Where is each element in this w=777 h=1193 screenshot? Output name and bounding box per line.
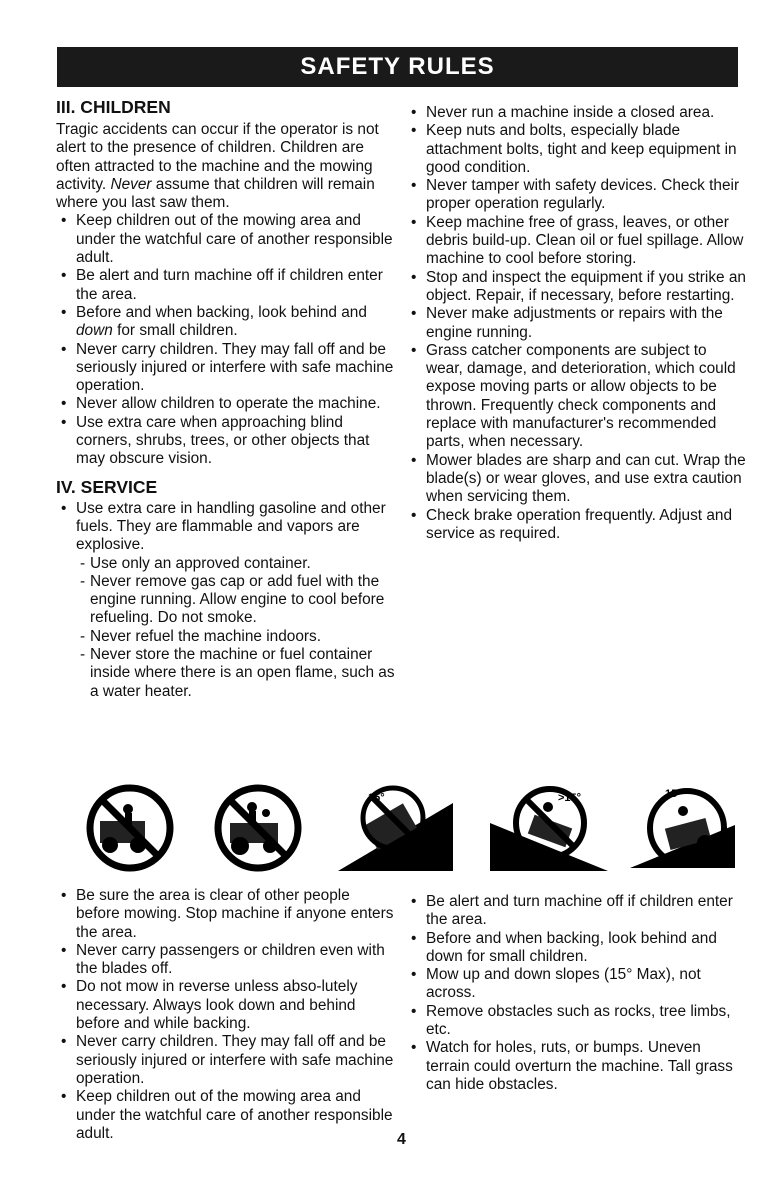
list-item bbox=[56, 500, 396, 701]
list-item: • Never tamper with safety devices. Check their proper operation regularly. bbox=[406, 177, 746, 214]
no-mowing-across-slope-icon bbox=[338, 783, 458, 873]
list-item: • Keep children out of the mowing area and under the watchful care of another responsible adult. bbox=[56, 1088, 396, 1143]
slope-angle-label: >15° bbox=[558, 792, 582, 804]
list-item: • Never make adjustments or repairs with the engine running. bbox=[406, 305, 746, 342]
list-item: • Never carry children. They may fall off and be seriously injured or interfere with safe machine operation. bbox=[56, 1033, 396, 1088]
intro-text-end: assume that children will remain where you last saw them. bbox=[56, 175, 375, 212]
list-item-text-end: for small children. bbox=[117, 322, 238, 340]
safety-icons-row bbox=[80, 783, 740, 873]
list-item-text: Use extra care in handling gasoline and other fuels. They are flammable and vapors are explosive. bbox=[76, 499, 386, 554]
list-item: • Keep machine free of grass, leaves, or other debris build-up. Clean oil or fuel spillage. Allow machine to cool before storing. bbox=[406, 214, 746, 269]
children-bullet-list bbox=[56, 212, 396, 468]
list-item: • Remove obstacles such as rocks, tree limbs, etc. bbox=[406, 1003, 746, 1040]
list-item: • Use extra care when approaching blind corners, shrubs, trees, or other objects that may obscure vision. bbox=[56, 414, 396, 469]
list-item: • Never carry passengers or children even with the blades off. bbox=[56, 942, 396, 979]
intro-emphasis: Never bbox=[110, 175, 152, 193]
list-item: • Never allow children to operate the machine. bbox=[56, 395, 396, 413]
service-bullet-list bbox=[56, 500, 396, 701]
bottom-right-list bbox=[406, 893, 746, 1094]
fuel-sub-list bbox=[80, 555, 396, 701]
list-item: • Do not mow in reverse unless abso-lutely necessary. Always look down and behind before and while backing. bbox=[56, 978, 396, 1033]
list-item: • Never carry children. They may fall off and be seriously injured or interfere with safe machine operation. bbox=[56, 341, 396, 396]
bottom-right-column bbox=[406, 893, 746, 1094]
slope-angle-label: 15° bbox=[368, 792, 385, 804]
children-heading: III. CHILDREN bbox=[56, 97, 171, 117]
bottom-left-column bbox=[56, 887, 396, 1143]
intro-text: Tragic accidents can occur if the operator is not alert to the presence of children. Children are often attracted to the machine and the mowing activity. bbox=[56, 121, 379, 193]
children-intro bbox=[56, 121, 396, 212]
sub-list-item: - Use only an approved container. bbox=[80, 555, 396, 573]
page-banner: SAFETY RULES bbox=[57, 47, 738, 87]
sub-list-item: - Never remove gas cap or add fuel with the engine running. Allow engine to cool before refueling. Do not smoke. bbox=[80, 573, 396, 628]
list-item bbox=[56, 304, 396, 341]
no-children-near-mower-icon bbox=[80, 783, 180, 873]
list-item: • Keep nuts and bolts, especially blade attachment bolts, tight and keep equipment in good condition. bbox=[406, 122, 746, 177]
list-item: • Keep children out of the mowing area and under the watchful care of another responsible adult. bbox=[56, 212, 396, 267]
mow-up-down-slope-icon bbox=[625, 783, 740, 873]
sub-list-item: - Never store the machine or fuel container inside where there is an open flame, such as a water heater. bbox=[80, 646, 396, 701]
page-number: 4 bbox=[397, 1131, 406, 1148]
list-item-emphasis: down bbox=[76, 322, 113, 340]
list-item: • Be sure the area is clear of other people before mowing. Stop machine if anyone enters the area. bbox=[56, 887, 396, 942]
list-item: • Stop and inspect the equipment if you strike an object. Repair, if necessary, before restarting. bbox=[406, 269, 746, 306]
service-heading: IV. SERVICE bbox=[56, 476, 158, 497]
left-column bbox=[56, 97, 396, 701]
list-item: • Before and when backing, look behind and down for small children. bbox=[406, 930, 746, 967]
list-item: • Never run a machine inside a closed area. bbox=[406, 104, 746, 122]
list-item: • Grass catcher components are subject to wear, damage, and deterioration, which could expose moving parts or allow objects to be thrown. Frequently check components and replace with manufacturer's recommended parts, when necessary. bbox=[406, 342, 746, 452]
bottom-left-list bbox=[56, 887, 396, 1143]
list-item: • Mow up and down slopes (15° Max), not across. bbox=[406, 966, 746, 1003]
list-item: • Mower blades are sharp and can cut. Wrap the blade(s) or wear gloves, and use extra caution when servicing them. bbox=[406, 452, 746, 507]
list-item: • Be alert and turn machine off if children enter the area. bbox=[406, 893, 746, 930]
list-item: • Check brake operation frequently. Adjust and service as required. bbox=[406, 507, 746, 544]
right-column bbox=[406, 104, 746, 543]
slope-too-steep-icon bbox=[490, 783, 610, 873]
no-passengers-icon bbox=[208, 783, 308, 873]
service-right-list bbox=[406, 104, 746, 543]
list-item-text: Before and when backing, look behind and bbox=[76, 303, 367, 321]
sub-list-item: - Never refuel the machine indoors. bbox=[80, 628, 396, 646]
list-item: • Be alert and turn machine off if children enter the area. bbox=[56, 267, 396, 304]
list-item: • Watch for holes, ruts, or bumps. Uneven terrain could overturn the machine. Tall grass can hide obstacles. bbox=[406, 1039, 746, 1094]
slope-angle-label: 15° bbox=[665, 788, 682, 800]
